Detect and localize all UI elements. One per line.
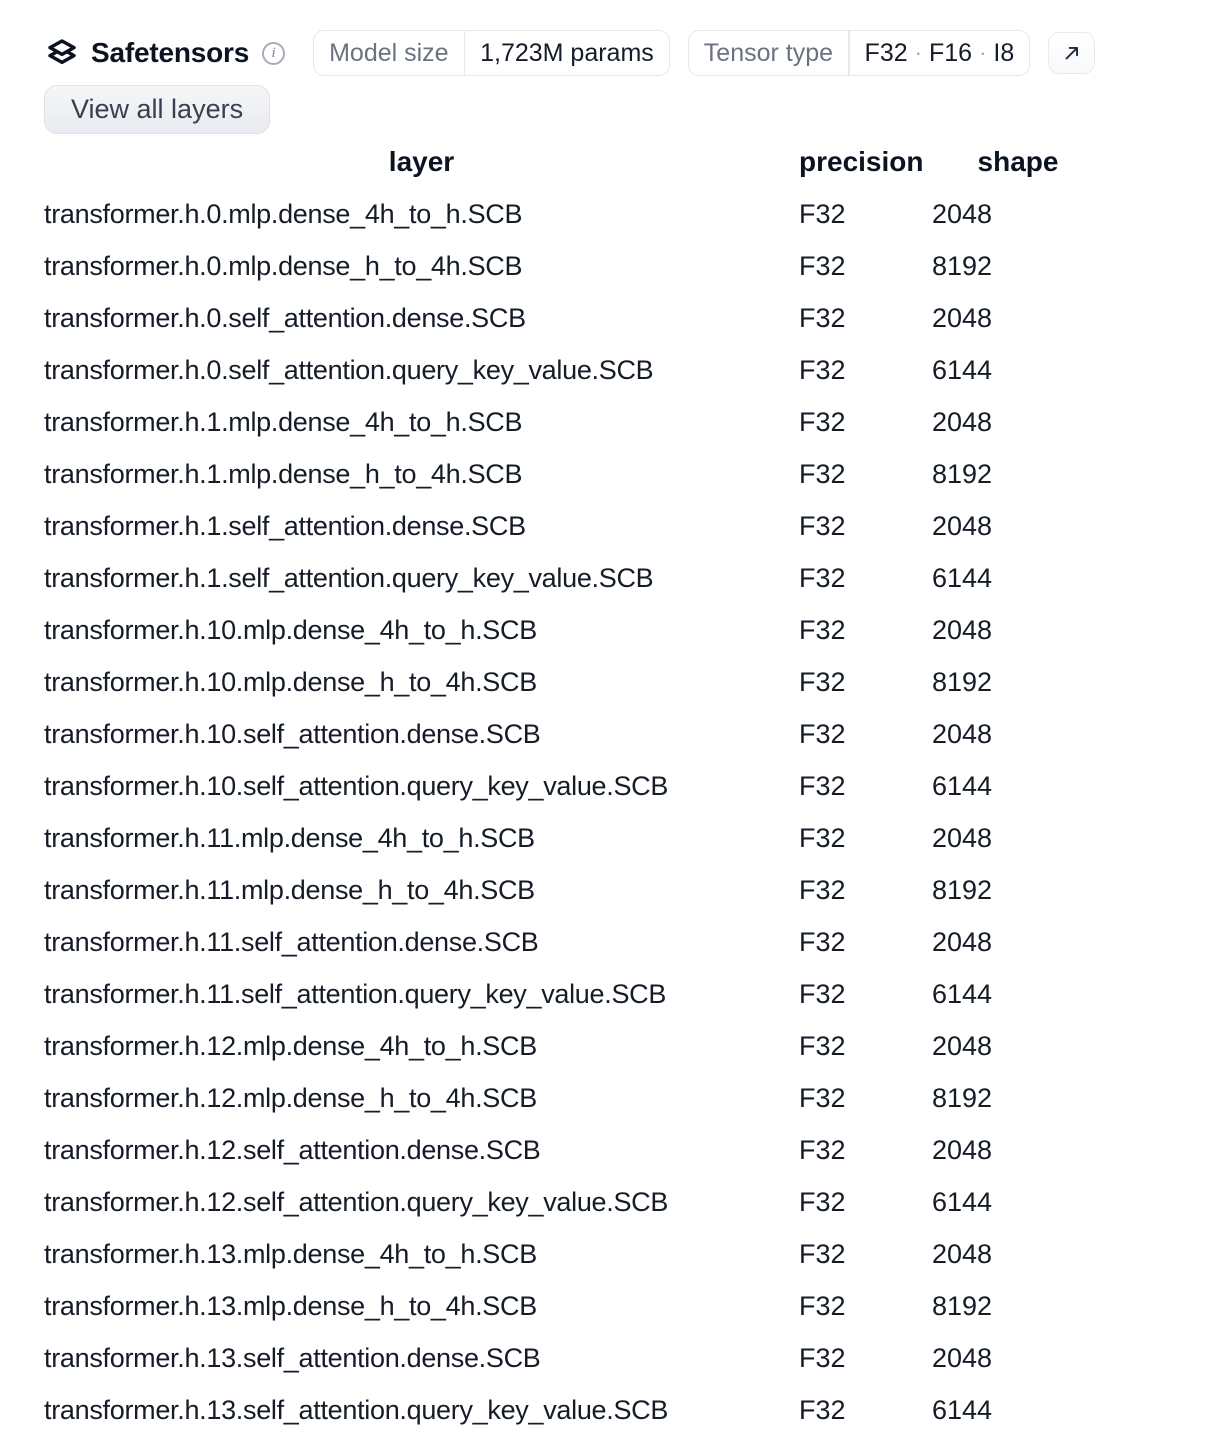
layer-precision-cell: F32: [799, 822, 846, 853]
model-size-label: Model size: [329, 38, 449, 67]
column-header-shape: shape: [977, 146, 1059, 177]
layer-shape-cell: 6144: [932, 1394, 993, 1425]
table-row: [44, 1020, 1104, 1072]
table-row: [44, 1176, 1104, 1228]
layer-name-cell: transformer.h.13.self_attention.dense.SCB: [44, 1342, 541, 1373]
table-row: [44, 604, 1104, 656]
table-row: [44, 292, 1104, 344]
layer-precision-cell: F32: [799, 978, 846, 1009]
table-row: [44, 188, 1104, 240]
layer-shape-cell: 8192: [932, 874, 993, 905]
layer-name-cell: transformer.h.11.self_attention.dense.SCB: [44, 926, 539, 957]
layer-shape-cell: 2048: [932, 510, 993, 541]
dot-separator: ·: [914, 40, 922, 65]
layer-precision-cell: F32: [799, 198, 846, 229]
safetensors-title-group[interactable]: [44, 37, 285, 69]
layer-shape-cell: 2048: [932, 614, 993, 645]
layer-precision-cell: F32: [799, 458, 846, 489]
table-row: [44, 1332, 1104, 1384]
layer-shape-cell: 6144: [932, 562, 993, 593]
layer-shape-cell: 2048: [932, 1030, 993, 1061]
tensor-type-value: F16: [928, 38, 973, 67]
layer-shape-cell: 8192: [932, 250, 993, 281]
layer-precision-cell: F32: [799, 510, 846, 541]
layer-precision-cell: F32: [799, 770, 846, 801]
layer-name-cell: transformer.h.13.mlp.dense_4h_to_h.SCB: [44, 1238, 537, 1269]
table-row: [44, 396, 1104, 448]
header: [44, 30, 1208, 76]
layer-shape-cell: 2048: [932, 822, 993, 853]
table-row: [44, 708, 1104, 760]
table-row: [44, 448, 1104, 500]
info-icon[interactable]: i: [262, 42, 285, 65]
model-size-badge: [313, 30, 670, 76]
layer-name-cell: transformer.h.12.mlp.dense_4h_to_h.SCB: [44, 1030, 537, 1061]
layer-precision-cell: F32: [799, 718, 846, 749]
table-row: [44, 552, 1104, 604]
column-header-layer: layer: [388, 146, 455, 177]
layer-precision-cell: F32: [799, 1238, 846, 1269]
layer-precision-cell: F32: [799, 1394, 846, 1425]
column-header-precision: precision: [799, 146, 924, 177]
table-row: [44, 240, 1104, 292]
dot-separator: ·: [979, 40, 987, 65]
layer-precision-cell: F32: [799, 562, 846, 593]
table-row: [44, 968, 1104, 1020]
layer-name-cell: transformer.h.12.mlp.dense_h_to_4h.SCB: [44, 1082, 537, 1113]
table-row: [44, 656, 1104, 708]
layer-name-cell: transformer.h.10.self_attention.dense.SCB: [44, 718, 541, 749]
layers-table-header: [44, 146, 1104, 188]
table-row: [44, 344, 1104, 396]
table-row: [44, 1384, 1104, 1436]
layers-table: [44, 146, 1104, 1436]
layer-name-cell: transformer.h.1.self_attention.query_key_value.SCB: [44, 562, 654, 593]
layer-name-cell: transformer.h.0.self_attention.dense.SCB: [44, 302, 526, 333]
layer-precision-cell: F32: [799, 250, 846, 281]
layers-table-body: [44, 188, 1104, 1436]
table-row: [44, 916, 1104, 968]
layer-precision-cell: F32: [799, 302, 846, 333]
layer-name-cell: transformer.h.10.mlp.dense_h_to_4h.SCB: [44, 666, 537, 697]
layer-precision-cell: F32: [799, 1030, 846, 1061]
layer-name-cell: transformer.h.0.mlp.dense_4h_to_h.SCB: [44, 198, 523, 229]
layer-precision-cell: F32: [799, 874, 846, 905]
table-row: [44, 1124, 1104, 1176]
header-second-row: [44, 85, 1208, 134]
layer-shape-cell: 2048: [932, 1342, 993, 1373]
page-title: Safetensors: [91, 37, 250, 68]
layer-precision-cell: F32: [799, 666, 846, 697]
layer-precision-cell: F32: [799, 1186, 846, 1217]
layer-shape-cell: 8192: [932, 1082, 993, 1113]
layer-shape-cell: 2048: [932, 406, 993, 437]
layer-shape-cell: 2048: [932, 718, 993, 749]
layer-name-cell: transformer.h.1.mlp.dense_h_to_4h.SCB: [44, 458, 523, 489]
arrow-up-right-icon: [1061, 42, 1083, 64]
tensor-type-values: [850, 31, 1030, 75]
layer-shape-cell: 8192: [932, 1290, 993, 1321]
table-row: [44, 1280, 1104, 1332]
tensor-type-value: I8: [993, 38, 1015, 67]
layer-shape-cell: 2048: [932, 1238, 993, 1269]
layer-name-cell: transformer.h.12.self_attention.query_key_value.SCB: [44, 1186, 669, 1217]
table-row: [44, 1228, 1104, 1280]
table-row: [44, 864, 1104, 916]
view-all-layers-button[interactable]: View all layers: [44, 85, 270, 134]
layer-name-cell: transformer.h.12.self_attention.dense.SCB: [44, 1134, 541, 1165]
layer-name-cell: transformer.h.13.mlp.dense_h_to_4h.SCB: [44, 1290, 537, 1321]
safetensors-logo-icon: [44, 37, 80, 69]
layer-name-cell: transformer.h.1.mlp.dense_4h_to_h.SCB: [44, 406, 523, 437]
layer-name-cell: transformer.h.11.self_attention.query_key_value.SCB: [44, 978, 667, 1009]
layer-precision-cell: F32: [799, 1290, 846, 1321]
layer-shape-cell: 2048: [932, 926, 993, 957]
layer-name-cell: transformer.h.11.mlp.dense_4h_to_h.SCB: [44, 822, 535, 853]
layer-precision-cell: F32: [799, 406, 846, 437]
external-link-button[interactable]: [1048, 32, 1095, 74]
layer-shape-cell: 6144: [932, 978, 993, 1009]
layer-name-cell: transformer.h.11.mlp.dense_h_to_4h.SCB: [44, 874, 535, 905]
layer-precision-cell: F32: [799, 1342, 846, 1373]
layer-precision-cell: F32: [799, 354, 846, 385]
table-row: [44, 1072, 1104, 1124]
layer-name-cell: transformer.h.10.mlp.dense_4h_to_h.SCB: [44, 614, 537, 645]
layer-shape-cell: 6144: [932, 770, 993, 801]
layer-shape-cell: 2048: [932, 302, 993, 333]
layer-name-cell: transformer.h.0.mlp.dense_h_to_4h.SCB: [44, 250, 523, 281]
table-row: [44, 812, 1104, 864]
tensor-type-badge: [688, 30, 1030, 76]
table-row: [44, 500, 1104, 552]
layer-precision-cell: F32: [799, 614, 846, 645]
layer-precision-cell: F32: [799, 1134, 846, 1165]
layer-shape-cell: 6144: [932, 354, 993, 385]
model-size-value: 1,723M params: [480, 38, 654, 67]
layer-shape-cell: 8192: [932, 458, 993, 489]
layer-shape-cell: 2048: [932, 198, 993, 229]
layer-name-cell: transformer.h.0.self_attention.query_key_value.SCB: [44, 354, 654, 385]
layer-name-cell: transformer.h.1.self_attention.dense.SCB: [44, 510, 526, 541]
layer-precision-cell: F32: [799, 1082, 846, 1113]
layer-name-cell: transformer.h.13.self_attention.query_key_value.SCB: [44, 1394, 669, 1425]
table-row: [44, 760, 1104, 812]
tensor-type-value: F32: [864, 38, 908, 67]
layer-shape-cell: 8192: [932, 666, 993, 697]
layer-name-cell: transformer.h.10.self_attention.query_key_value.SCB: [44, 770, 669, 801]
tensor-type-label: Tensor type: [703, 38, 834, 67]
layer-precision-cell: F32: [799, 926, 846, 957]
layer-shape-cell: 2048: [932, 1134, 993, 1165]
layer-shape-cell: 6144: [932, 1186, 993, 1217]
